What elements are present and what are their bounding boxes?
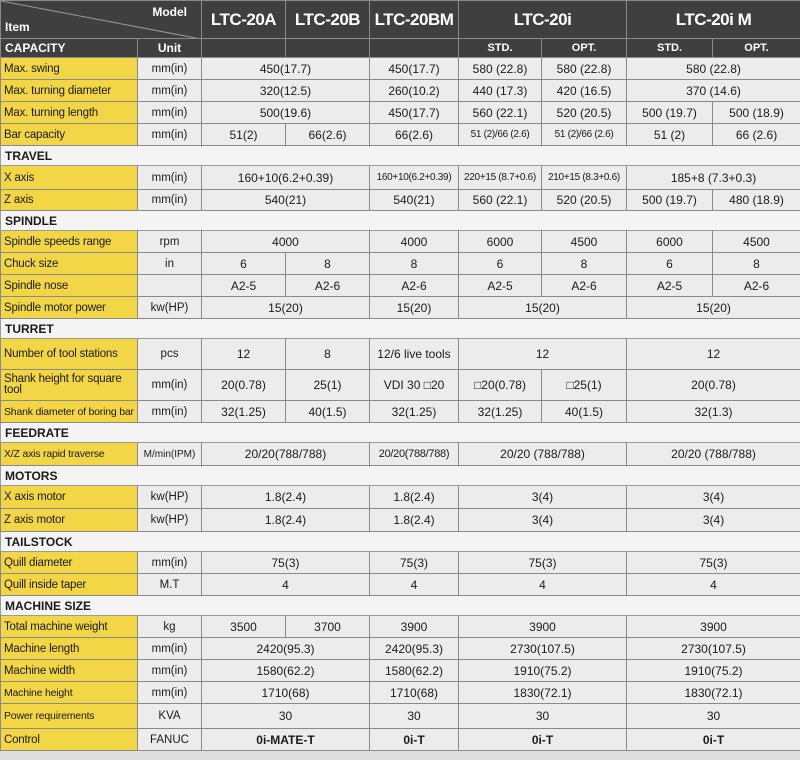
value-ltc-20im-std: 6000: [627, 231, 713, 253]
row-shank-height: [1, 370, 800, 401]
value-ltc-20im-std: 51 (2): [627, 124, 713, 146]
row-label: Bar capacity: [1, 124, 138, 146]
row-unit: kw(HP): [138, 509, 202, 532]
capacity-heading: CAPACITY: [1, 39, 138, 58]
value-ltc-20i-opt: 580 (22.8): [542, 58, 627, 80]
value-ltc-20im-opt: 500 (18.9): [713, 102, 800, 124]
section-heading: FEEDRATE: [1, 423, 800, 443]
value-ltc-20im-opt: 480 (18.9): [713, 190, 800, 211]
row-chuck-size: [1, 253, 800, 275]
value-ltc-20a: 3500: [202, 616, 286, 638]
section-heading: MACHINE SIZE: [1, 596, 800, 616]
value-ltc-20ab: 160+10(6.2+0.39): [202, 166, 370, 190]
row-quill-taper: [1, 574, 800, 596]
value-ltc-20im-opt: 66 (2.6): [713, 124, 800, 146]
section-heading: TRAVEL: [1, 146, 800, 166]
value-ltc-20ab: 500(19.6): [202, 102, 370, 124]
value-ltc-20im: 1910(75.2): [627, 660, 800, 682]
value-ltc-20bm: 8: [370, 253, 459, 275]
row-unit: mm(in): [138, 124, 202, 146]
value-ltc-20i-opt: 51 (2)/66 (2.6): [542, 124, 627, 146]
value-ltc-20ab: 0i-MATE-T: [202, 729, 370, 751]
value-ltc-20ab: 1710(68): [202, 682, 370, 704]
value-ltc-20im-std: A2-5: [627, 275, 713, 297]
value-ltc-20bm: 20/20(788/788): [370, 443, 459, 466]
value-ltc-20i: 30: [459, 704, 627, 729]
value-ltc-20im: 75(3): [627, 552, 800, 574]
value-ltc-20im: 3(4): [627, 486, 800, 509]
row-unit: mm(in): [138, 660, 202, 682]
model-ltc-20i-m: LTC-20i M: [627, 1, 800, 39]
value-ltc-20i: 2730(107.5): [459, 638, 627, 660]
value-ltc-20i: 4: [459, 574, 627, 596]
unit-heading: Unit: [138, 39, 202, 58]
value-ltc-20b: 66(2.6): [286, 124, 370, 146]
ltc-20im-std: STD.: [627, 39, 713, 58]
section-feedrate: [1, 423, 800, 443]
value-ltc-20a: 12: [202, 339, 286, 370]
value-ltc-20bm: 0i-T: [370, 729, 459, 751]
value-ltc-20a: 6: [202, 253, 286, 275]
ltc-20i-opt: OPT.: [542, 39, 627, 58]
value-ltc-20i-std: 580 (22.8): [459, 58, 542, 80]
value-ltc-20bm: 66(2.6): [370, 124, 459, 146]
value-ltc-20i: 3900: [459, 616, 627, 638]
value-ltc-20i-std: □20(0.78): [459, 370, 542, 401]
value-ltc-20bm: 260(10.2): [370, 80, 459, 102]
value-ltc-20ab: 540(21): [202, 190, 370, 211]
row-label: Machine height: [1, 682, 138, 704]
model-heading: Model: [152, 5, 187, 19]
value-ltc-20ab: 15(20): [202, 297, 370, 319]
value-ltc-20im: 12: [627, 339, 800, 370]
value-ltc-20i: 3(4): [459, 509, 627, 532]
value-ltc-20i-opt: 420 (16.5): [542, 80, 627, 102]
value-ltc-20ab: 4: [202, 574, 370, 596]
row-unit: KVA: [138, 704, 202, 729]
value-ltc-20bm: 450(17.7): [370, 102, 459, 124]
row-label: Z axis motor: [1, 509, 138, 532]
value-ltc-20bm: A2-6: [370, 275, 459, 297]
header-row: [1, 1, 800, 39]
row-unit: mm(in): [138, 190, 202, 211]
row-unit: mm(in): [138, 682, 202, 704]
value-ltc-20i-opt: 4500: [542, 231, 627, 253]
section-heading: SPINDLE: [1, 211, 800, 231]
value-ltc-20i: 0i-T: [459, 729, 627, 751]
row-x-axis-motor: [1, 486, 800, 509]
value-ltc-20bm: VDI 30 □20: [370, 370, 459, 401]
row-label: Total machine weight: [1, 616, 138, 638]
value-ltc-20im: 4: [627, 574, 800, 596]
value-ltc-20im: 370 (14.6): [627, 80, 800, 102]
value-ltc-20ab: 30: [202, 704, 370, 729]
row-unit: M.T: [138, 574, 202, 596]
value-ltc-20bm: 30: [370, 704, 459, 729]
value-ltc-20i: 20/20 (788/788): [459, 443, 627, 466]
value-ltc-20bm: 1.8(2.4): [370, 509, 459, 532]
value-ltc-20i-opt: 8: [542, 253, 627, 275]
row-label: Number of tool stations: [1, 339, 138, 370]
value-ltc-20im: 580 (22.8): [627, 58, 800, 80]
section-machine-size: [1, 596, 800, 616]
item-model-cell: [1, 1, 202, 39]
section-tailstock: [1, 532, 800, 552]
value-ltc-20i-std: 220+15 (8.7+0.6): [459, 166, 542, 190]
row-unit: mm(in): [138, 370, 202, 401]
value-ltc-20i-std: 32(1.25): [459, 401, 542, 423]
value-ltc-20i: 3(4): [459, 486, 627, 509]
value-ltc-20ab: 1580(62.2): [202, 660, 370, 682]
row-label: Chuck size: [1, 253, 138, 275]
row-label: X axis: [1, 166, 138, 190]
value-ltc-20bm: 160+10(6.2+0.39): [370, 166, 459, 190]
value-ltc-20i-opt: A2-6: [542, 275, 627, 297]
value-ltc-20im: 185+8 (7.3+0.3): [627, 166, 800, 190]
row-unit: mm(in): [138, 638, 202, 660]
value-ltc-20a: 32(1.25): [202, 401, 286, 423]
row-z-axis-motor: [1, 509, 800, 532]
section-turret: [1, 319, 800, 339]
row-unit: mm(in): [138, 166, 202, 190]
value-ltc-20bm: 4: [370, 574, 459, 596]
row-unit: mm(in): [138, 58, 202, 80]
row-unit: pcs: [138, 339, 202, 370]
section-travel: [1, 146, 800, 166]
value-ltc-20b: 3700: [286, 616, 370, 638]
row-max-swing: [1, 58, 800, 80]
row-label: Machine length: [1, 638, 138, 660]
row-label: Max. swing: [1, 58, 138, 80]
value-ltc-20i-std: 6000: [459, 231, 542, 253]
row-unit: kw(HP): [138, 486, 202, 509]
value-ltc-20i: 75(3): [459, 552, 627, 574]
value-ltc-20bm: 1.8(2.4): [370, 486, 459, 509]
value-ltc-20ab: 2420(95.3): [202, 638, 370, 660]
value-ltc-20i: 1910(75.2): [459, 660, 627, 682]
value-ltc-20im: 3(4): [627, 509, 800, 532]
row-label: Quill diameter: [1, 552, 138, 574]
value-ltc-20i-opt: 520 (20.5): [542, 102, 627, 124]
row-rapid-traverse: [1, 443, 800, 466]
item-heading: Item: [5, 20, 30, 34]
row-label: Machine width: [1, 660, 138, 682]
value-ltc-20i-std: 560 (22.1): [459, 190, 542, 211]
model-ltc-20bm: LTC-20BM: [370, 1, 459, 39]
row-x-axis: [1, 166, 800, 190]
value-ltc-20bm: 15(20): [370, 297, 459, 319]
row-label: Z axis: [1, 190, 138, 211]
value-ltc-20b: 8: [286, 253, 370, 275]
row-machine-weight: [1, 616, 800, 638]
value-ltc-20bm: 12/6 live tools: [370, 339, 459, 370]
model-ltc-20b: LTC-20B: [286, 1, 370, 39]
row-control: [1, 729, 800, 751]
ltc-20i-std: STD.: [459, 39, 542, 58]
value-ltc-20ab: 1.8(2.4): [202, 509, 370, 532]
value-ltc-20i-opt: 210+15 (8.3+0.6): [542, 166, 627, 190]
value-ltc-20im: 1830(72.1): [627, 682, 800, 704]
section-motors: [1, 466, 800, 486]
value-ltc-20a: 20(0.78): [202, 370, 286, 401]
section-heading: MOTORS: [1, 466, 800, 486]
row-label: Spindle nose: [1, 275, 138, 297]
row-unit: M/min(IPM): [138, 443, 202, 466]
value-ltc-20i-std: 560 (22.1): [459, 102, 542, 124]
row-shank-diameter: [1, 401, 800, 423]
row-spindle-motor-power: [1, 297, 800, 319]
value-ltc-20ab: 1.8(2.4): [202, 486, 370, 509]
value-ltc-20bm: 32(1.25): [370, 401, 459, 423]
value-ltc-20ab: 75(3): [202, 552, 370, 574]
value-ltc-20b: 40(1.5): [286, 401, 370, 423]
subheader-row: [1, 39, 800, 58]
value-ltc-20b: A2-6: [286, 275, 370, 297]
value-ltc-20ab: 4000: [202, 231, 370, 253]
value-ltc-20bm: 4000: [370, 231, 459, 253]
value-ltc-20a: 51(2): [202, 124, 286, 146]
section-heading: TURRET: [1, 319, 800, 339]
ltc-20im-opt: OPT.: [713, 39, 800, 58]
row-max-turning-diameter: [1, 80, 800, 102]
value-ltc-20im-opt: 8: [713, 253, 800, 275]
value-ltc-20bm: 75(3): [370, 552, 459, 574]
section-spindle: [1, 211, 800, 231]
row-label: Power requirements: [1, 704, 138, 729]
value-ltc-20im-std: 500 (19.7): [627, 190, 713, 211]
value-ltc-20i-std: 6: [459, 253, 542, 275]
row-power-requirements: [1, 704, 800, 729]
value-ltc-20im: 2730(107.5): [627, 638, 800, 660]
value-ltc-20ab: 320(12.5): [202, 80, 370, 102]
value-ltc-20im-opt: 4500: [713, 231, 800, 253]
row-label: Max. turning length: [1, 102, 138, 124]
value-ltc-20bm: 2420(95.3): [370, 638, 459, 660]
value-ltc-20bm: 3900: [370, 616, 459, 638]
row-unit: mm(in): [138, 102, 202, 124]
value-ltc-20i-std: 51 (2)/66 (2.6): [459, 124, 542, 146]
value-ltc-20i: 1830(72.1): [459, 682, 627, 704]
row-machine-width: [1, 660, 800, 682]
row-label: Quill inside taper: [1, 574, 138, 596]
section-heading: TAILSTOCK: [1, 532, 800, 552]
row-unit: [138, 275, 202, 297]
row-spindle-nose: [1, 275, 800, 297]
model-ltc-20a: LTC-20A: [202, 1, 286, 39]
row-label: Shank diameter of boring bar: [1, 401, 138, 423]
value-ltc-20im: 20/20 (788/788): [627, 443, 800, 466]
model-ltc-20i: LTC-20i: [459, 1, 627, 39]
row-spindle-speeds: [1, 231, 800, 253]
row-z-axis: [1, 190, 800, 211]
row-bar-capacity: [1, 124, 800, 146]
value-ltc-20b: 8: [286, 339, 370, 370]
value-ltc-20bm: 450(17.7): [370, 58, 459, 80]
row-machine-length: [1, 638, 800, 660]
row-label: X/Z axis rapid traverse: [1, 443, 138, 466]
row-label: Spindle motor power: [1, 297, 138, 319]
row-quill-diameter: [1, 552, 800, 574]
row-max-turning-length: [1, 102, 800, 124]
value-ltc-20bm: 1710(68): [370, 682, 459, 704]
row-unit: rpm: [138, 231, 202, 253]
row-unit: mm(in): [138, 80, 202, 102]
value-ltc-20im: 30: [627, 704, 800, 729]
row-unit: kw(HP): [138, 297, 202, 319]
value-ltc-20i-std: A2-5: [459, 275, 542, 297]
row-label: Spindle speeds range: [1, 231, 138, 253]
value-ltc-20bm: 540(21): [370, 190, 459, 211]
value-ltc-20im-std: 500 (19.7): [627, 102, 713, 124]
value-ltc-20i-opt: □25(1): [542, 370, 627, 401]
value-ltc-20i: 15(20): [459, 297, 627, 319]
value-ltc-20ab: 20/20(788/788): [202, 443, 370, 466]
value-ltc-20i: 12: [459, 339, 627, 370]
row-unit: mm(in): [138, 552, 202, 574]
row-unit: kg: [138, 616, 202, 638]
value-ltc-20im: 20(0.78): [627, 370, 800, 401]
value-ltc-20im: 0i-T: [627, 729, 800, 751]
value-ltc-20im: 15(20): [627, 297, 800, 319]
value-ltc-20b: 25(1): [286, 370, 370, 401]
value-ltc-20i-std: 440 (17.3): [459, 80, 542, 102]
value-ltc-20i-opt: 40(1.5): [542, 401, 627, 423]
row-label: Max. turning diameter: [1, 80, 138, 102]
row-unit: mm(in): [138, 401, 202, 423]
row-unit: FANUC: [138, 729, 202, 751]
row-tool-stations: [1, 339, 800, 370]
row-label: Control: [1, 729, 138, 751]
value-ltc-20im: 32(1.3): [627, 401, 800, 423]
value-ltc-20im-std: 6: [627, 253, 713, 275]
value-ltc-20a: A2-5: [202, 275, 286, 297]
value-ltc-20im-opt: A2-6: [713, 275, 800, 297]
row-machine-height: [1, 682, 800, 704]
row-unit: in: [138, 253, 202, 275]
row-label: X axis motor: [1, 486, 138, 509]
value-ltc-20ab: 450(17.7): [202, 58, 370, 80]
row-label: Shank height for square tool: [1, 370, 138, 401]
value-ltc-20i-opt: 520 (20.5): [542, 190, 627, 211]
value-ltc-20im: 3900: [627, 616, 800, 638]
value-ltc-20bm: 1580(62.2): [370, 660, 459, 682]
